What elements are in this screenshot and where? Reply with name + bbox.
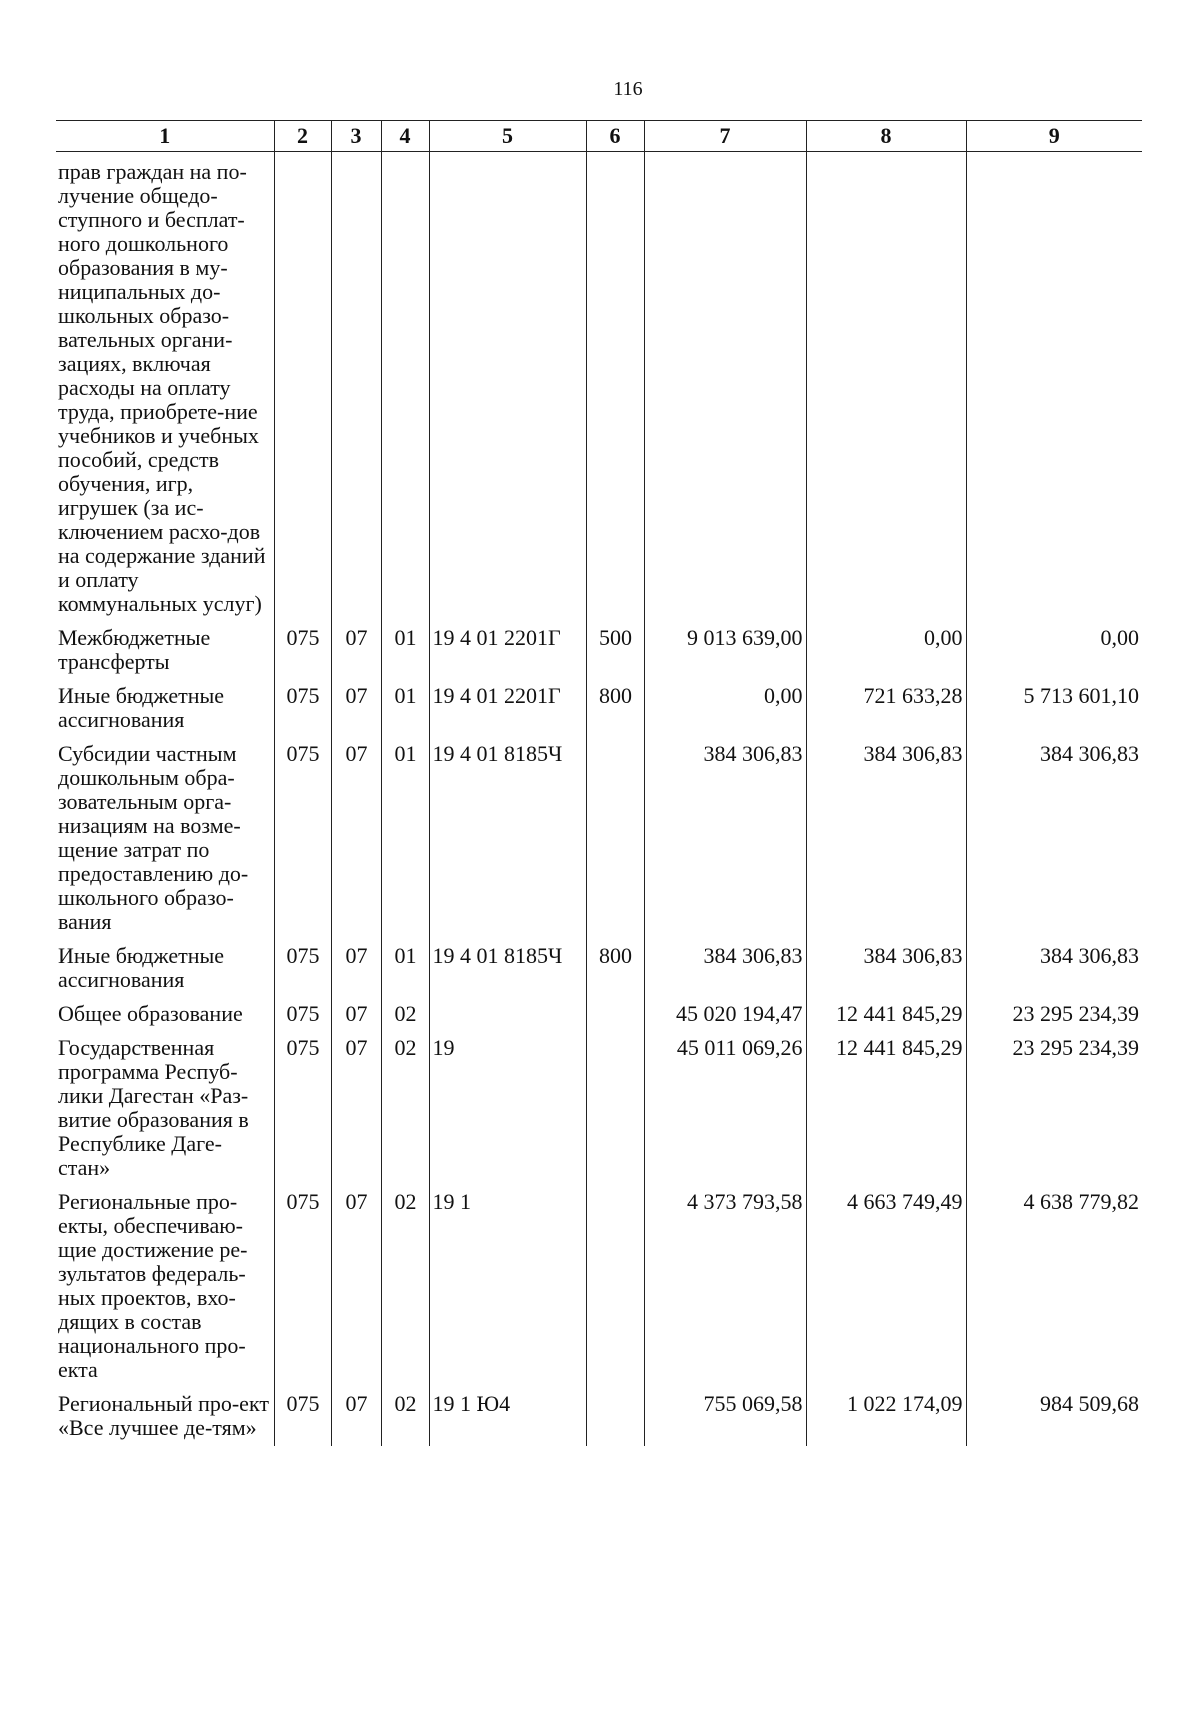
row-name: Межбюджетные трансферты [58, 625, 211, 674]
cell-ministry: 075 [274, 1186, 331, 1388]
column-header: 2 [274, 121, 331, 152]
row-name: Общее образование [58, 1001, 243, 1026]
budget-table [56, 120, 1142, 1446]
cell-amount-9: 984 509,68 [966, 1388, 1142, 1446]
row-name: Региональный про-ект «Все лучшее де-тям» [58, 1391, 269, 1440]
cell-ministry: 075 [274, 738, 331, 940]
cell-ministry: 075 [274, 998, 331, 1032]
table-row [56, 152, 1142, 623]
cell-section: 07 [331, 1032, 381, 1186]
cell-target-article [429, 152, 586, 623]
cell-amount-8: 0,00 [806, 622, 966, 680]
cell-amount-9: 4 638 779,82 [966, 1186, 1142, 1388]
row-name: прав граждан на по-лучение общедо-ступного и бесплат-ного дошкольного образования в му-ниципальных до-школьных образо-вательных органи-зациях, включая расходы на оплату труда, приобрете-ние учебников и учебных пособий, средств обучения, игр, игрушек (за ис-ключением расхо-дов на содержание зданий и оплату коммунальных услуг) [58, 159, 266, 616]
table-row [56, 680, 1142, 738]
cell-subsection: 01 [381, 680, 429, 738]
cell-section: 07 [331, 738, 381, 940]
cell-amount-9: 384 306,83 [966, 738, 1142, 940]
cell-expense-type [586, 1186, 644, 1388]
cell-ministry [274, 152, 331, 623]
row-name: Иные бюджетные ассигнования [58, 683, 225, 732]
cell-amount-9: 0,00 [966, 622, 1142, 680]
column-header: 1 [56, 121, 274, 152]
column-header: 6 [586, 121, 644, 152]
table-row [56, 622, 1142, 680]
cell-amount-8: 1 022 174,09 [806, 1388, 966, 1446]
cell-amount-8: 721 633,28 [806, 680, 966, 738]
cell-section: 07 [331, 622, 381, 680]
table-body [56, 152, 1142, 1447]
cell-amount-7: 0,00 [644, 680, 806, 738]
cell-subsection: 02 [381, 1032, 429, 1186]
cell-amount-9 [966, 152, 1142, 623]
table-row [56, 1032, 1142, 1186]
cell-amount-7: 384 306,83 [644, 738, 806, 940]
cell-expense-type: 500 [586, 622, 644, 680]
cell-expense-type [586, 1032, 644, 1186]
cell-subsection: 01 [381, 940, 429, 998]
cell-target-article: 19 [429, 1032, 586, 1186]
cell-ministry: 075 [274, 622, 331, 680]
cell-amount-9: 384 306,83 [966, 940, 1142, 998]
cell-subsection: 02 [381, 1186, 429, 1388]
table-row [56, 1186, 1142, 1388]
column-header: 5 [429, 121, 586, 152]
cell-expense-type [586, 738, 644, 940]
table-row [56, 738, 1142, 940]
cell-target-article: 19 1 [429, 1186, 586, 1388]
cell-target-article: 19 4 01 8185Ч [429, 940, 586, 998]
table-row [56, 1388, 1142, 1446]
cell-amount-8: 384 306,83 [806, 940, 966, 998]
column-header: 9 [966, 121, 1142, 152]
cell-expense-type: 800 [586, 940, 644, 998]
cell-section: 07 [331, 998, 381, 1032]
column-header: 7 [644, 121, 806, 152]
cell-target-article: 19 4 01 2201Г [429, 680, 586, 738]
table-header-row [56, 121, 1142, 152]
page-number: 116 [613, 78, 643, 100]
cell-amount-9: 23 295 234,39 [966, 998, 1142, 1032]
cell-expense-type [586, 152, 644, 623]
row-name: Государственная программа Респуб-лики Дагестан «Раз-витие образования в Республике Даге-стан» [58, 1035, 249, 1180]
cell-ministry: 075 [274, 1388, 331, 1446]
column-header: 8 [806, 121, 966, 152]
cell-subsection: 02 [381, 1388, 429, 1446]
cell-amount-7: 4 373 793,58 [644, 1186, 806, 1388]
cell-target-article [429, 998, 586, 1032]
cell-amount-9: 5 713 601,10 [966, 680, 1142, 738]
cell-amount-7: 384 306,83 [644, 940, 806, 998]
column-header: 3 [331, 121, 381, 152]
cell-section: 07 [331, 680, 381, 738]
cell-target-article: 19 1 Ю4 [429, 1388, 586, 1446]
cell-amount-7: 45 020 194,47 [644, 998, 806, 1032]
cell-ministry: 075 [274, 1032, 331, 1186]
cell-section: 07 [331, 940, 381, 998]
cell-amount-8: 12 441 845,29 [806, 1032, 966, 1186]
cell-amount-8: 4 663 749,49 [806, 1186, 966, 1388]
cell-amount-7: 45 011 069,26 [644, 1032, 806, 1186]
row-name: Иные бюджетные ассигнования [58, 943, 225, 992]
cell-section [331, 152, 381, 623]
cell-amount-8 [806, 152, 966, 623]
cell-amount-8: 384 306,83 [806, 738, 966, 940]
column-header: 4 [381, 121, 429, 152]
row-name: Субсидии частным дошкольным обра-зовательным орга-низациям на возме-щение затрат по предоставлению до-школьного образо-вания [58, 741, 249, 934]
cell-subsection [381, 152, 429, 623]
cell-section: 07 [331, 1388, 381, 1446]
cell-subsection: 02 [381, 998, 429, 1032]
cell-target-article: 19 4 01 8185Ч [429, 738, 586, 940]
cell-amount-9: 23 295 234,39 [966, 1032, 1142, 1186]
cell-expense-type: 800 [586, 680, 644, 738]
cell-amount-7: 755 069,58 [644, 1388, 806, 1446]
table-row [56, 940, 1142, 998]
cell-amount-7 [644, 152, 806, 623]
cell-amount-7: 9 013 639,00 [644, 622, 806, 680]
cell-target-article: 19 4 01 2201Г [429, 622, 586, 680]
cell-section: 07 [331, 1186, 381, 1388]
cell-ministry: 075 [274, 940, 331, 998]
row-name: Региональные про-екты, обеспечиваю-щие достижение ре-зультатов федераль-ных проектов, вхо-дящих в состав национального про-екта [58, 1189, 248, 1382]
cell-amount-8: 12 441 845,29 [806, 998, 966, 1032]
cell-expense-type [586, 1388, 644, 1446]
cell-expense-type [586, 998, 644, 1032]
cell-subsection: 01 [381, 738, 429, 940]
cell-subsection: 01 [381, 622, 429, 680]
cell-ministry: 075 [274, 680, 331, 738]
table-row [56, 998, 1142, 1032]
